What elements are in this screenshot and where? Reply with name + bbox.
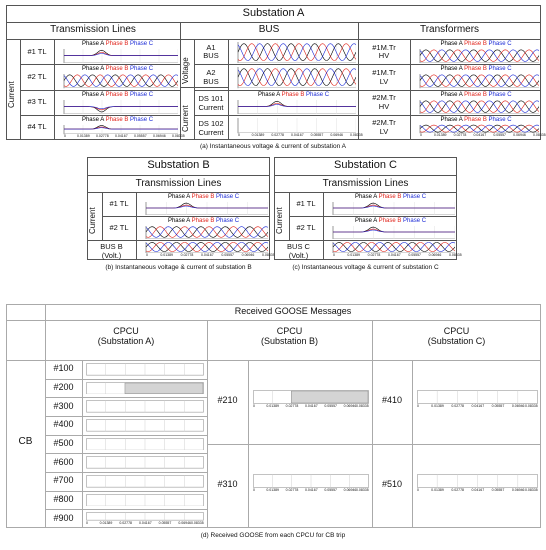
time-tick: 0.05557 [493,133,506,137]
row-divider [45,453,207,454]
bus-row-label: DS 101 Current [198,94,224,112]
time-tick: 0.04167 [305,404,318,408]
goose-cb-label: #100 [53,363,74,374]
legend-phase-b: Phase B [281,91,305,98]
tl-4-legend [55,117,180,123]
time-tick: 0.08335 [533,133,546,137]
substation_c-bus-label: BUS C (Volt.) [287,242,310,260]
row-divider [358,64,541,65]
substation-b-subtitle: Transmission Lines [135,178,222,189]
substation_b-tl-2-plot [138,225,268,239]
goose-cb-300-plot [86,400,204,413]
tl-row-label: #3 TL [27,97,47,107]
substation-c-current-label: Current [275,207,284,234]
time-tick: 0.02778 [367,253,381,257]
substation_c-tl-2-plot [325,225,455,239]
goose-cb-210-plot [253,390,369,410]
transformers-title: Transformers [419,24,480,35]
row-divider [20,115,180,116]
bus-2-plot [230,66,356,88]
goose-cb-100-plot-svg [86,363,204,376]
time-tick: 0.05557 [324,488,337,492]
legend-phase-c: Phase C [130,41,154,47]
legend-phase-c: Phase C [403,194,427,200]
time-tick: 0.05557 [134,134,147,138]
legend-phase-b: Phase B [105,116,129,123]
legend-phase-a: Phase A [167,218,190,224]
legend-phase-b: Phase B [378,218,402,224]
goose-cb-400-plot-svg [86,419,204,432]
substation_c-1-legend [324,194,457,200]
time-tick: 0.01389 [431,404,444,408]
time-tick: 0.04167 [471,488,485,492]
time-tick: 0.08335 [525,404,538,408]
tl-2-plot-svg [56,73,178,88]
time-tick: 0.02778 [271,133,284,137]
time-tick: 0.05557 [310,133,324,137]
legend-phase-a: Phase A [440,41,463,47]
bus-2-plot-svg [230,66,356,88]
tl-3-legend [55,92,180,98]
goose-cb-800-plot-svg [86,494,204,507]
bus-voltage-label: Voltage [181,57,190,84]
tl-3-plot-svg [56,99,178,114]
goose-title: Received GOOSE Messages [234,306,352,316]
bus-row-label: DS 102 Current [198,119,224,137]
goose-cb-500-plot [86,438,204,451]
time-tick: 0 [253,488,255,492]
row-divider [194,115,358,116]
substation-a-title: Substation A [242,7,305,19]
goose-cb-label: #900 [53,512,74,523]
time-tick: 0.01389 [266,488,279,492]
goose-cb-410-plot [417,390,538,410]
legend-phase-b: Phase B [378,194,402,200]
tr-4-plot [412,124,546,139]
tl-2-plot [56,73,178,88]
goose-cb-900-plot [86,512,204,527]
substation_b-1-legend [137,194,270,200]
legend-phase-b: Phase B [105,66,129,73]
goose-cb-label: #200 [53,382,74,392]
goose-cb-label: #700 [53,475,74,486]
time-tick: 0.06946 [428,253,442,257]
goose-cb-500-plot-svg [86,438,204,451]
time-tick: 0.04167 [305,488,318,492]
legend-phase-c: Phase C [488,41,512,47]
bus-title: BUS [258,24,280,35]
tr-row-label: #1M.Tr LV [372,67,396,86]
tl-row-label: #4 TL [27,122,47,132]
cpcu-b-title: CPCU (Substation B) [260,326,319,347]
goose-cb-600-plot [86,456,204,469]
tl-1-plot-svg [56,48,178,63]
time-tick: 0.08335 [356,488,369,492]
time-tick: 0.05557 [408,253,421,257]
bus-3-plot [230,99,356,114]
caption-d: (d) Received GOOSE from each CPCU for CB trip [200,532,346,539]
substation_c-row-label: #2 TL [296,223,316,232]
legend-phase-b: Phase B [464,91,487,98]
legend-phase-c: Phase C [130,66,154,73]
legend-phase-b: Phase B [191,218,215,224]
bus-row-label: A2 BUS [203,67,219,86]
time-tick: 0.02778 [96,134,109,138]
goose-cb-200-plot [86,382,204,395]
legend-phase-b: Phase B [464,66,487,73]
goose-cb-800-plot [86,494,204,507]
row-divider [102,216,270,217]
legend-phase-c: Phase C [488,66,512,73]
substation-c-subtitle: Transmission Lines [322,178,409,189]
time-tick: 0.02778 [453,133,467,137]
time-tick: 0.01389 [77,134,90,138]
substation_b-bus-plot [138,241,275,259]
time-tick: 0.06946 [513,133,526,137]
time-tick: 0.05557 [221,253,234,257]
goose-cb-label: #410 [381,395,403,405]
row-divider [194,64,358,65]
time-tick: 0.05557 [158,520,172,525]
goose-cb-100-plot [86,363,204,376]
bus-3-plot-svg [230,99,356,114]
time-tick: 0 [238,133,240,137]
time-tick: 0.06946 [343,488,357,492]
time-tick: 0.04167 [115,134,128,138]
goose-cb-label: #400 [53,419,74,430]
legend-phase-b: Phase B [105,41,129,47]
time-tick: 0.06946 [330,133,343,137]
cpcu-c-title: CPCU (Substation C) [427,326,486,347]
row-divider [45,379,207,380]
goose-trip-signal [125,383,203,394]
time-tick: 0.06946 [178,520,191,525]
time-tick: 0 [86,520,88,525]
legend-phase-c: Phase C [403,218,427,224]
time-tick: 0.04167 [471,404,485,408]
time-tick: 0 [64,134,66,138]
time-tick: 0.02778 [285,488,299,492]
legend-phase-c: Phase C [488,91,512,98]
time-tick: 0.08335 [525,488,538,492]
goose-cb-label: #310 [217,479,238,489]
row-divider [45,397,207,398]
substation-b-current-label: Current [88,207,97,234]
goose-cb-label: #500 [53,438,74,448]
cpcu-a-title: CPCU (Substation A) [97,326,155,347]
tl-4-plot [56,124,185,140]
bus-current-label: Current [181,105,190,132]
legend-phase-a: Phase A [354,218,377,224]
row-divider [358,90,541,91]
time-tick: 0.01389 [433,133,447,137]
tl-3-plot [56,99,178,114]
time-tick: 0.05557 [324,404,337,408]
time-tick: 0 [417,488,419,492]
row-divider [289,216,457,217]
time-tick: 0 [253,404,255,408]
tr-row-label: #1M.Tr HV [372,42,396,61]
bus-1-plot [230,41,356,63]
goose-cb-400-plot [86,419,204,432]
time-tick: 0.01389 [160,253,173,257]
legend-phase-c: Phase C [216,218,240,224]
goose-cb-310-plot [253,474,369,494]
time-tick: 0.08335 [356,404,369,408]
tr-3-legend [411,92,541,98]
legend-phase-b: Phase B [464,116,487,123]
time-tick: 0.06946 [241,253,255,257]
legend-phase-a: Phase A [354,194,377,200]
time-tick: 0.01389 [251,133,265,137]
substation-c-title: Substation C [334,159,397,171]
row-divider [20,90,180,91]
time-tick: 0.05557 [491,404,505,408]
goose-cb-510-plot [417,474,538,494]
substation_b-row-label: #1 TL [109,199,129,208]
substation_c-2-legend [324,218,457,224]
legend-phase-c: Phase C [488,116,512,123]
time-tick: 0.02778 [451,488,464,492]
time-tick: 0.04167 [388,253,401,257]
time-tick: 0 [420,133,422,137]
row-divider [45,435,207,436]
time-tick: 0.01389 [99,520,113,525]
legend-phase-a: Phase A [440,66,463,73]
goose-cb-700-plot-svg [86,475,204,488]
tr-3-plot [412,99,539,114]
legend-phase-c: Phase C [306,91,330,98]
tl-2-legend [55,66,180,72]
goose-cb-200-plot-svg [86,382,204,395]
legend-phase-c: Phase C [130,116,154,123]
bus-4-plot [230,117,363,139]
time-tick: 0.04167 [139,520,152,525]
row-divider [45,509,207,510]
tl-1-legend [55,41,180,47]
row-divider [358,115,541,116]
time-tick: 0.08335 [262,253,275,257]
substation_b-row-label: #2 TL [109,223,129,232]
goose-cb-label: #800 [53,494,74,504]
tr-3-plot-svg [412,99,539,114]
row-divider [45,472,207,473]
legend-phase-a: Phase A [257,91,280,98]
substation_c-tl-2-plot-svg [325,225,455,239]
substation_b-2-legend [137,218,270,224]
tr-2-plot [412,73,539,88]
legend-phase-b: Phase B [191,194,215,200]
legend-phase-c: Phase C [216,194,240,200]
time-tick: 0.08335 [449,253,462,257]
time-tick: 0.01389 [266,404,279,408]
time-tick: 0.08335 [350,133,363,137]
time-tick: 0 [146,253,148,257]
time-tick: 0.06946 [153,134,166,138]
time-tick: 0.02778 [451,404,464,408]
legend-phase-a: Phase A [167,194,190,200]
legend-phase-a: Phase A [81,66,104,73]
caption-b: (b) Instantaneous voltage & current of substation B [105,264,252,271]
tl-1-plot [56,48,178,63]
ds101-legend [229,92,358,98]
time-tick: 0.04167 [473,133,487,137]
time-tick: 0.02778 [180,253,194,257]
row-divider [20,64,180,65]
tl-row-label: #2 TL [27,71,47,81]
caption-a: (a) Instantaneous voltage & current of substation A [200,143,346,150]
bus-row-label: A1 BUS [203,42,219,61]
time-tick: 0.06946 [511,404,525,408]
tr-row-label: #2M.Tr LV [372,118,396,136]
substation_b-tl-2-plot-svg [138,225,268,239]
substation_c-bus-plot [325,241,462,259]
substation_c-row-label: #1 TL [296,199,316,208]
legend-phase-a: Phase A [440,116,463,123]
substation_c-tl-1-plot-svg [325,201,455,215]
time-tick: 0.08335 [172,134,185,138]
goose-cb-300-plot-svg [86,400,204,413]
time-tick: 0.06946 [343,404,357,408]
goose-cb-label: #510 [381,479,403,489]
row-divider [45,416,207,417]
tl-current-label: Current [7,81,16,108]
time-tick: 0 [417,404,419,408]
legend-phase-a: Phase A [81,41,104,47]
goose-cb-700-plot [86,475,204,488]
legend-phase-b: Phase B [464,41,487,47]
legend-phase-a: Phase A [81,91,104,98]
time-tick: 0.08335 [191,520,204,525]
cb-label: CB [18,436,33,447]
time-tick: 0.01389 [431,488,444,492]
time-tick: 0.06946 [511,488,525,492]
tr-1-plot-svg [412,48,539,63]
legend-phase-a: Phase A [440,91,463,98]
time-tick: 0.04167 [291,133,304,137]
bus-1-plot-svg [230,41,356,63]
time-tick: 0 [333,253,335,257]
substation_b-bus-label: BUS B (Volt.) [100,242,123,260]
substation_c-tl-1-plot [325,201,455,215]
time-tick: 0.02778 [119,520,132,525]
tr-2-plot-svg [412,73,539,88]
time-tick: 0.01389 [347,253,360,257]
substation_b-tl-1-plot-svg [138,201,268,215]
row-divider [45,491,207,492]
tr-1-legend [411,41,541,47]
time-tick: 0.05557 [491,488,505,492]
legend-phase-b: Phase B [105,91,129,98]
tr-1-plot [412,48,539,63]
tr-2-legend [411,66,541,72]
time-tick: 0.02778 [285,404,299,408]
goose-trip-signal [291,391,368,403]
goose-cb-label: #600 [53,456,74,467]
tr-row-label: #2M.Tr HV [372,93,396,111]
transmission-lines-title: Transmission Lines [50,24,136,35]
goose-cb-label: #300 [53,400,74,411]
legend-phase-a: Phase A [81,116,104,123]
caption-c: (c) Instantaneous voltage & current of substation C [292,264,439,271]
row-divider [194,90,358,91]
goose-cb-label: #210 [217,395,238,405]
tr-4-legend [411,117,541,123]
goose-cb-600-plot-svg [86,456,204,469]
substation-b-title: Substation B [147,159,210,171]
time-tick: 0.04167 [201,253,214,257]
substation_b-tl-1-plot [138,201,268,215]
legend-phase-c: Phase C [130,91,154,98]
tl-row-label: #1 TL [27,46,47,56]
